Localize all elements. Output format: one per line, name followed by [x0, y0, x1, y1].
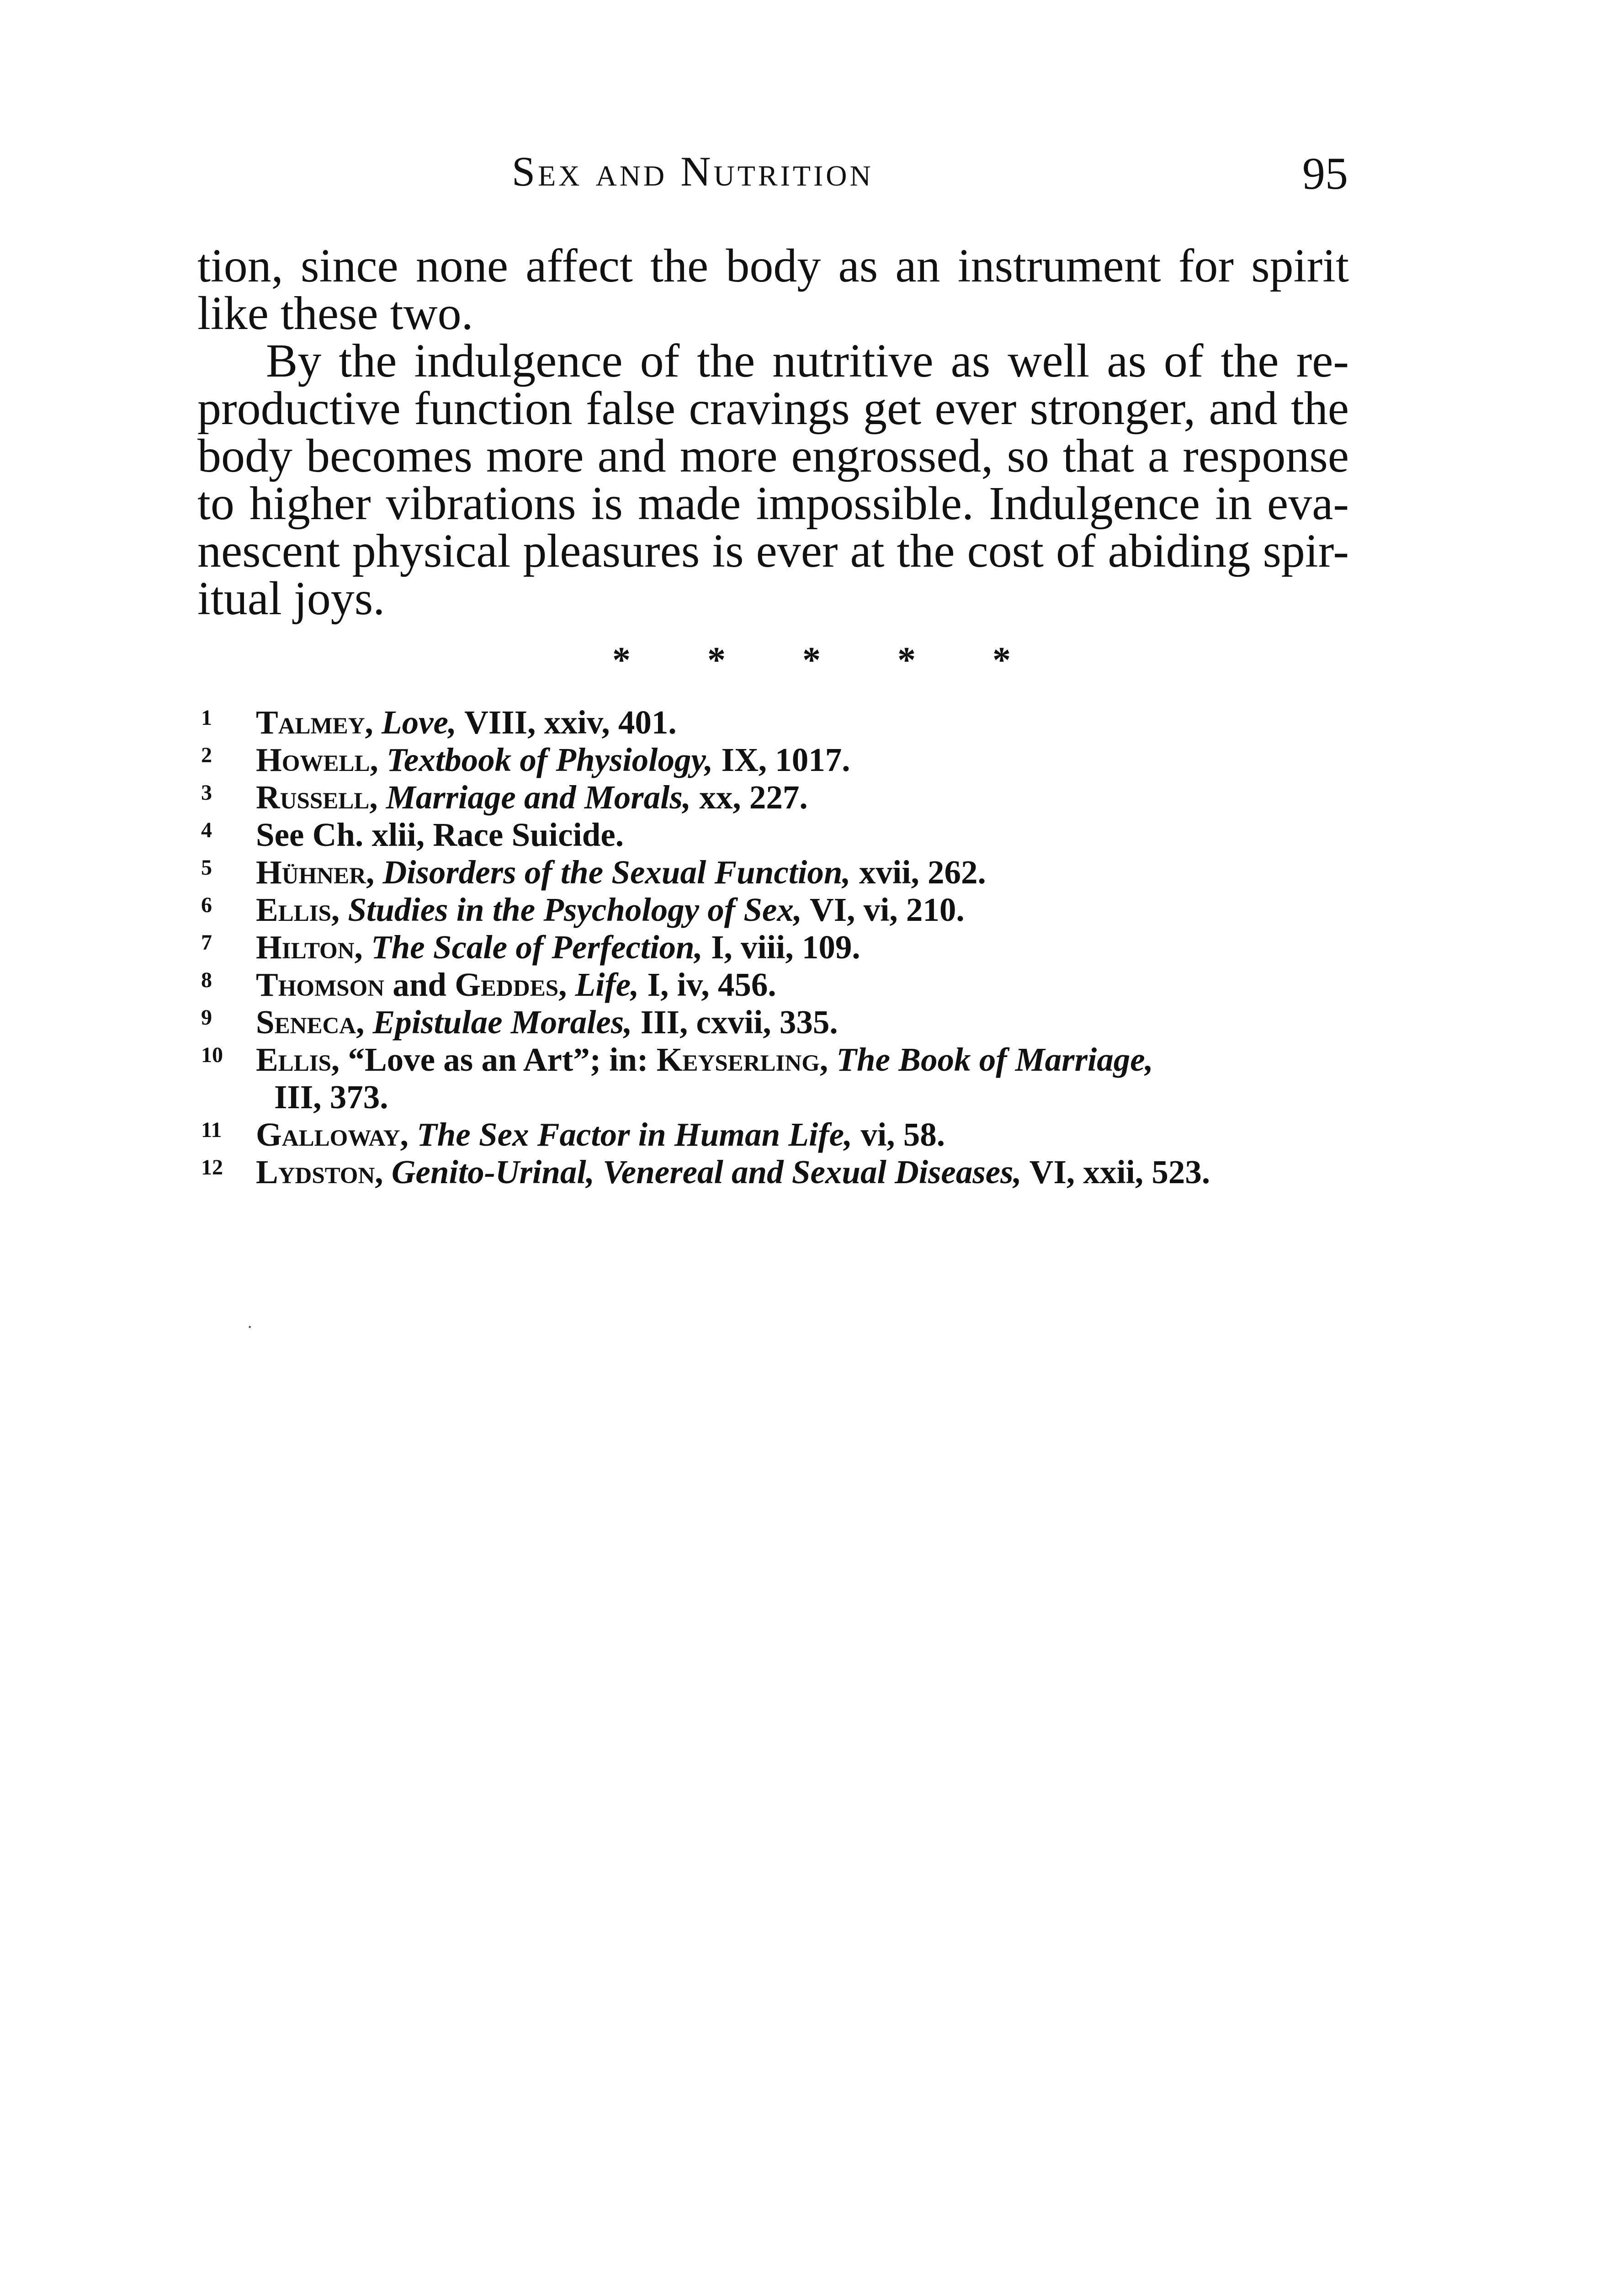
text-line: like these two. — [197, 287, 473, 340]
footnote-3 — [201, 779, 1407, 816]
footnote-title: The Book of Marriage, — [836, 1041, 1153, 1078]
footnote-title: Life, — [575, 966, 639, 1003]
footnote-7 — [201, 929, 1407, 966]
footnote-number: 6 — [201, 893, 212, 917]
footnote-number: 2 — [201, 743, 212, 767]
footnote-number: 8 — [201, 968, 212, 992]
footnote-title: Love, — [382, 704, 457, 741]
text-line: By the indulgence of the nutritive as well as of the re- — [266, 335, 1349, 387]
footnote-number: 7 — [201, 930, 212, 955]
footnote-author: Keyserling, — [656, 1041, 828, 1078]
footnote-author: Russell, — [256, 779, 378, 816]
footnote-8 — [201, 966, 1407, 1004]
print-speck: · — [247, 1317, 253, 1337]
footnote-reference: I, iv, 456. — [647, 966, 776, 1003]
footnote-reference: VI, xxii, 523. — [1029, 1153, 1210, 1190]
text-line: productive function false cravings get ever stronger, and the — [197, 382, 1349, 435]
footnote-title: Disorders of the Sexual Function, — [382, 854, 851, 891]
footnote-number: 3 — [201, 781, 212, 805]
footnote-5 — [201, 854, 1407, 891]
footnote-title: Marriage and Morals, — [386, 779, 691, 816]
footnote-title: Textbook of Physiology, — [387, 741, 713, 778]
footnote-number: 1 — [201, 706, 212, 730]
footnote-title: Studies in the Psychology of Sex, — [348, 891, 802, 928]
footnote-reference: IX, 1017. — [721, 741, 850, 778]
footnote-title: Genito-Urinal, Venereal and Sexual Diseases, — [391, 1153, 1022, 1190]
paragraph-1 — [197, 239, 1349, 340]
footnote-10 — [201, 1041, 1407, 1116]
footnote-author: Lydston, — [256, 1153, 383, 1190]
footnote-2 — [201, 741, 1407, 779]
footnote-reference: III, cxvii, 335. — [640, 1004, 838, 1041]
footnote-continuation: III, 373. — [274, 1079, 388, 1116]
footnote-conjunction: and — [393, 966, 446, 1003]
footnote-author: Galloway, — [256, 1116, 409, 1153]
footnote-reference: See Ch. xlii, Race Suicide. — [256, 816, 624, 853]
footnote-author: Talmey, — [256, 704, 373, 741]
footnote-reference: xx, 227. — [699, 779, 808, 816]
footnote-number: 5 — [201, 856, 212, 880]
footnote-9 — [201, 1004, 1407, 1041]
text-line: nescent physical pleasures is ever at the cost of abiding spir- — [197, 525, 1349, 577]
footnote-12 — [201, 1153, 1407, 1191]
footnote-number: 9 — [201, 1005, 212, 1030]
footnote-author: Ellis, — [256, 891, 340, 928]
running-title: Sex and Nutrition — [512, 148, 874, 195]
footnote-reference: VIII, xxiv, 401. — [464, 704, 677, 741]
footnote-title: The Scale of Perfection, — [371, 929, 703, 966]
footnote-title: Epistulae Morales, — [372, 1004, 632, 1041]
body-text — [197, 239, 1349, 625]
footnote-author: Hilton, — [256, 929, 363, 966]
footnote-number: 12 — [201, 1155, 223, 1180]
text-line: itual joys. — [197, 572, 385, 625]
footnote-reference: VI, vi, 210. — [810, 891, 965, 928]
footnote-number: 11 — [201, 1118, 222, 1142]
footnote-number: 10 — [201, 1043, 223, 1067]
footnote-number: 4 — [201, 818, 212, 842]
footnote-11 — [201, 1116, 1407, 1153]
footnote-author: Ellis, — [256, 1041, 340, 1078]
footnote-reference: xvii, 262. — [859, 854, 986, 891]
footnote-author: Seneca, — [256, 1004, 365, 1041]
footnote-6 — [201, 891, 1407, 929]
page-number: 95 — [1302, 148, 1348, 199]
text-line: to higher vibrations is made impossible. Indulgence in eva- — [197, 477, 1349, 530]
footnote-reference: “Love as an Art”; in: — [348, 1041, 648, 1078]
paragraph-2 — [197, 335, 1349, 625]
footnote-reference: vi, 58. — [860, 1116, 945, 1153]
section-separator: * * * * * — [612, 640, 1045, 680]
footnote-4 — [201, 816, 1407, 854]
footnote-author: Howell, — [256, 741, 378, 778]
footnote-author: Geddes, — [455, 966, 567, 1003]
footnote-author: Thomson — [256, 966, 385, 1003]
text-line: body becomes more and more engrossed, so that a response — [197, 430, 1349, 482]
footnote-reference: I, viii, 109. — [711, 929, 860, 966]
footnote-1 — [201, 704, 1407, 741]
footnotes — [201, 704, 1407, 1191]
footnote-author: Hühner, — [256, 854, 375, 891]
text-line: tion, since none affect the body as an instrument for spirit — [197, 239, 1349, 292]
footnote-title: The Sex Factor in Human Life, — [417, 1116, 853, 1153]
